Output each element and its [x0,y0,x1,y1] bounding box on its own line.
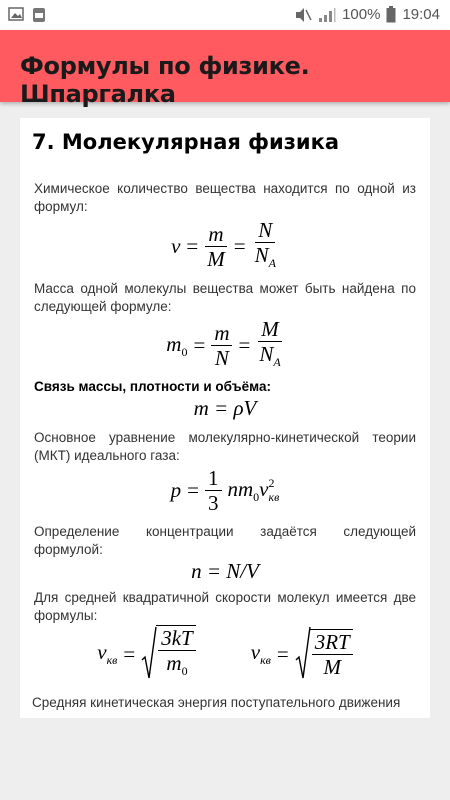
formula-rms-speed [20,625,430,683]
mute-icon [294,7,312,23]
sqrt-sign-icon [295,626,311,682]
paragraph-mkt-equation: Основное уравнение молекулярно-кинетической теории (МКТ) идеального газа: [34,430,416,463]
formula-rms-speed-kT: $v_{кв}$ = $\frac{3kT}{m_0}$ [97,625,196,683]
signal-icon [318,7,336,23]
sqrt-sign-icon [141,626,157,682]
formula-amount-of-substance: ν = $\frac{m}{M}$ = $\frac{N}{N_A}$ [171,218,276,271]
formula-molecule-mass: $m_0$ = $\frac{m}{N}$ = $\frac{M}{N_A}$ [166,317,281,370]
battery-icon [386,6,396,23]
image-icon [8,7,24,21]
app-title: Формулы по физике. Шпаргалка [20,52,310,108]
formula-concentration: n = N/V [191,559,259,583]
notification-icon [32,7,46,23]
paragraph-molecule-mass: Масса одной молекулы вещества может быть найдена по следующей формуле: [34,281,416,314]
paragraph-kinetic-energy: Средняя кинетическая энергия поступательного движения [32,695,401,710]
bottom-area [0,720,450,800]
formula-mkt-pressure: p = $\frac{1}{3}$ $nm_0v^2_{кв}$ [170,466,280,515]
paragraph-mass-density: Связь массы, плотности и объёма: [34,379,271,394]
clock: 19:04 [402,6,440,23]
paragraph-concentration: Определение концентрации задаётся следующей формулой: [34,524,416,557]
paragraph-amount: Химическое количество вещества находится по одной из формул: [34,181,416,214]
paragraph-rms-speed: Для средней квадратичной скорости молекул имеется две формулы: [34,590,416,623]
status-bar [0,0,450,30]
content-card[interactable] [20,118,430,718]
app-bar [0,30,450,108]
section-title: 7. Молекулярная физика [32,130,340,154]
formula-symbol: ν [171,234,181,258]
formula-rms-speed-RT: $v_{кв}$ = $\frac{3RT}{M}$ [251,625,353,683]
battery-percent: 100% [342,6,381,23]
formula-mass-density-volume: m = ρV [193,396,257,420]
